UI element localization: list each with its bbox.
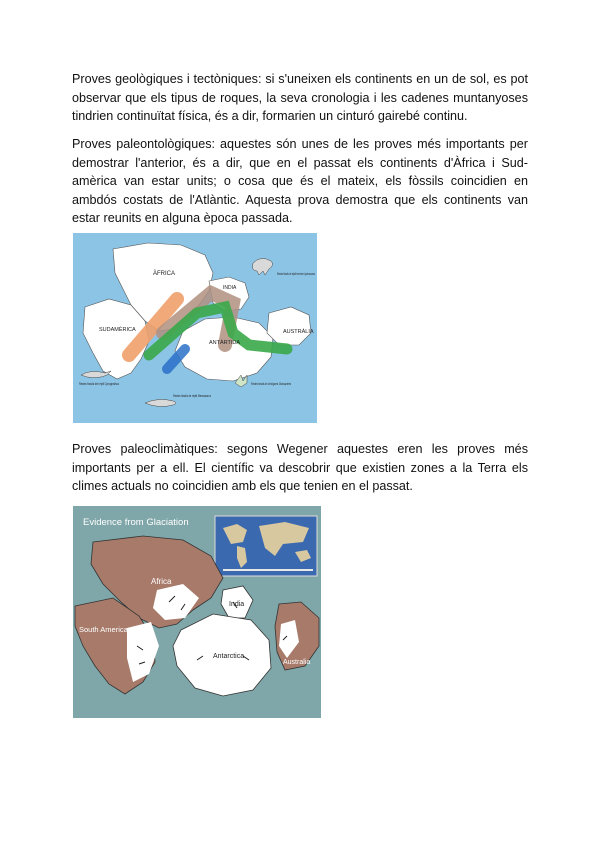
label-india: India (229, 601, 245, 608)
australia-landmass (267, 307, 311, 345)
label-antartida: ANTÀRTIDA (209, 340, 241, 346)
inset-world-map (215, 516, 317, 576)
glaciation-evidence-map (73, 506, 321, 718)
annotation-lystrosaurus (277, 272, 315, 276)
label-antarctica: Antarctica (213, 653, 245, 660)
annotation-glossopteris (251, 382, 291, 386)
label-australia: AUSTRÀLIA (283, 329, 314, 335)
annotation-mesosaurus-text: Restes fòssils de rèptil Mesosaurus (173, 394, 212, 398)
label-sudamerica: SUDAMÈRICA (99, 327, 136, 333)
annotation-mesosaurus (173, 394, 211, 398)
annotation-lystrosaurus-text: Restes fòssils de rèptil terrestre Lystrosaurus (277, 272, 316, 276)
label-africa: ÀFRICA (153, 271, 176, 277)
fossil-distribution-map (73, 233, 317, 423)
paragraph-geological-evidence: Proves geològiques i tectòniques: si s'uneixen els continents en un de sol, es pot observar que els tipus de roques, la seva cronologia i les cadenes muntanyoses tindrien continuïtat física, és a dir, formarien un cinturó gairebé continu. (72, 72, 528, 124)
paragraph-paleontological-evidence: Proves paleontològiques: aquestes són unes de les proves més importants per demostrar l'anterior, és a dir, que en el passat els continents d'Àfrica i Sud-amèrica van estar units; o cosa que és el mateix, els fòssils coincidien en ambdós costats de l'Atlàntic. Aquesta prova demostra que els continents van estar reunits en alguna època passada. (72, 137, 528, 226)
annotation-glossopteris-text: Restes fòssils de la falguera Glossopteris (251, 382, 292, 386)
label-africa: Africa (151, 577, 172, 586)
paragraph-paleoclimatic-evidence: Proves paleoclimàtiques: segons Wegener aquestes eren les proves més importants per a ell. El científic va descobrir que existien zones a la Terra els climes actuals no coincidien amb els que tenien en el passat. (72, 442, 528, 494)
annotation-cynognathus (79, 382, 119, 386)
label-india: INDIA (223, 285, 237, 291)
label-australia: Australia (283, 659, 311, 666)
annotation-cynognathus-text: Restes fòssils del rèptil Cynognathus (79, 382, 120, 386)
figure-title: Evidence from Glaciation (83, 517, 189, 528)
label-south-america: South America (79, 625, 128, 634)
